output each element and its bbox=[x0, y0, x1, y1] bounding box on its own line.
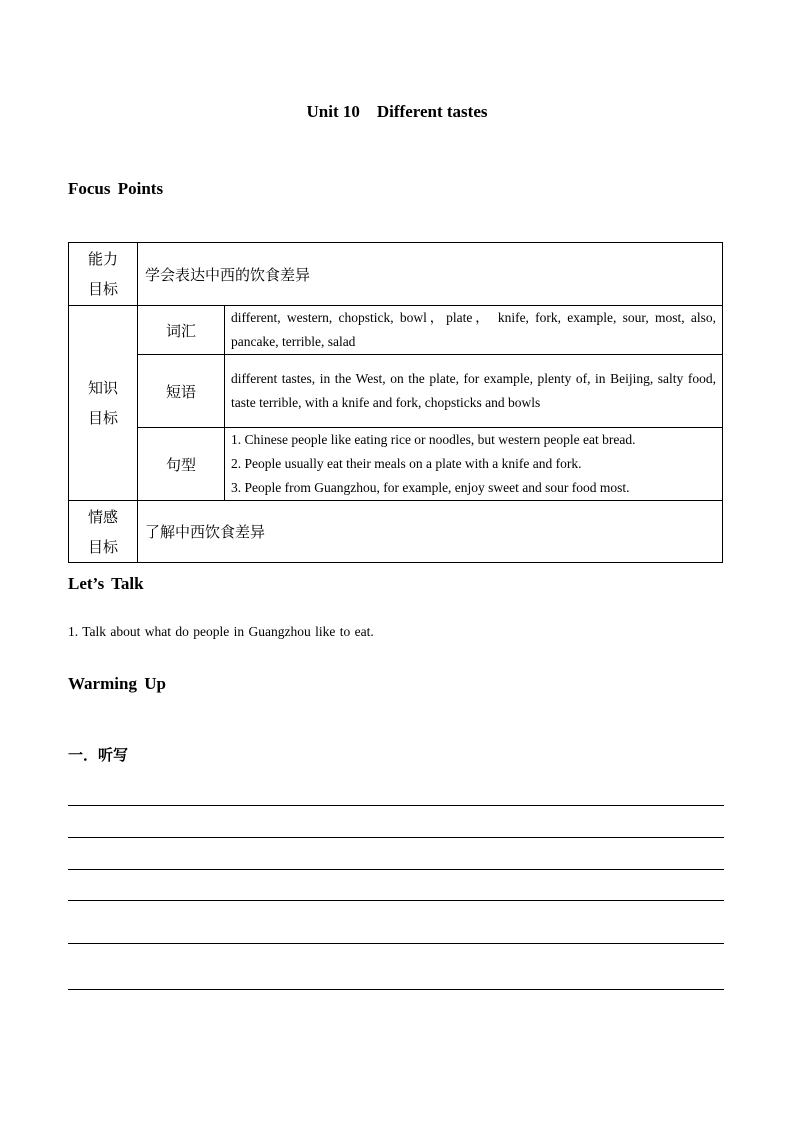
phrase-label: 短语 bbox=[138, 355, 225, 428]
phrase-content: different tastes, in the West, on the plate, for example, plenty of, in Beijing, salty food, taste terrible, with a knife and fork, chopsticks and bowls bbox=[225, 355, 723, 428]
focus-points-table bbox=[68, 242, 723, 563]
answer-line[interactable] bbox=[68, 869, 724, 870]
ability-row bbox=[69, 243, 723, 306]
page-title: Unit 10 Different tastes bbox=[306, 102, 488, 121]
knowledge-label-line-1: 知识 bbox=[87, 379, 118, 397]
answer-line[interactable] bbox=[68, 943, 724, 944]
phrase-row bbox=[69, 355, 723, 428]
vocab-label: 词汇 bbox=[138, 306, 225, 355]
talk-question: 1. Talk about what do people in Guangzhou like to eat. bbox=[68, 624, 374, 639]
dictation-heading: 一．听写 bbox=[68, 746, 129, 764]
emotion-label-line-1: 情感 bbox=[87, 507, 118, 526]
warming-up-heading: Warming Up bbox=[68, 674, 166, 693]
answer-line[interactable] bbox=[68, 837, 724, 838]
emotion-goal-content: 了解中西饮食差异 bbox=[138, 501, 723, 563]
emotion-goal-label bbox=[69, 501, 138, 563]
emotion-row bbox=[69, 501, 723, 563]
sentence-label: 句型 bbox=[138, 428, 225, 501]
sentence-item: 2. People usually eat their meals on a plate with a knife and fork. bbox=[231, 456, 582, 471]
ability-goal-content: 学会表达中西的饮食差异 bbox=[138, 243, 723, 306]
focus-points-heading: Focus Points bbox=[68, 179, 164, 198]
sentence-item: 3. People from Guangzhou, for example, enjoy sweet and sour food most. bbox=[231, 480, 630, 495]
vocab-content: different, western, chopstick, bowl，plate， knife, fork, example, sour, most, also, pancake, terrible, salad bbox=[225, 306, 723, 355]
knowledge-label-line-2: 目标 bbox=[87, 409, 118, 427]
ability-label-line-2: 目标 bbox=[87, 280, 118, 298]
sentence-item: 1. Chinese people like eating rice or noodles, but western people eat bread. bbox=[231, 432, 636, 447]
knowledge-goal-label bbox=[69, 306, 138, 501]
ability-goal-label bbox=[69, 243, 138, 306]
sentence-content bbox=[225, 428, 723, 501]
answer-line[interactable] bbox=[68, 805, 724, 806]
ability-label-line-1: 能力 bbox=[87, 250, 118, 268]
emotion-label-line-2: 目标 bbox=[87, 537, 118, 556]
lets-talk-heading: Let’s Talk bbox=[68, 574, 144, 593]
sentence-row bbox=[69, 428, 723, 501]
answer-line[interactable] bbox=[68, 989, 724, 990]
answer-line[interactable] bbox=[68, 900, 724, 901]
vocab-row bbox=[69, 306, 723, 355]
